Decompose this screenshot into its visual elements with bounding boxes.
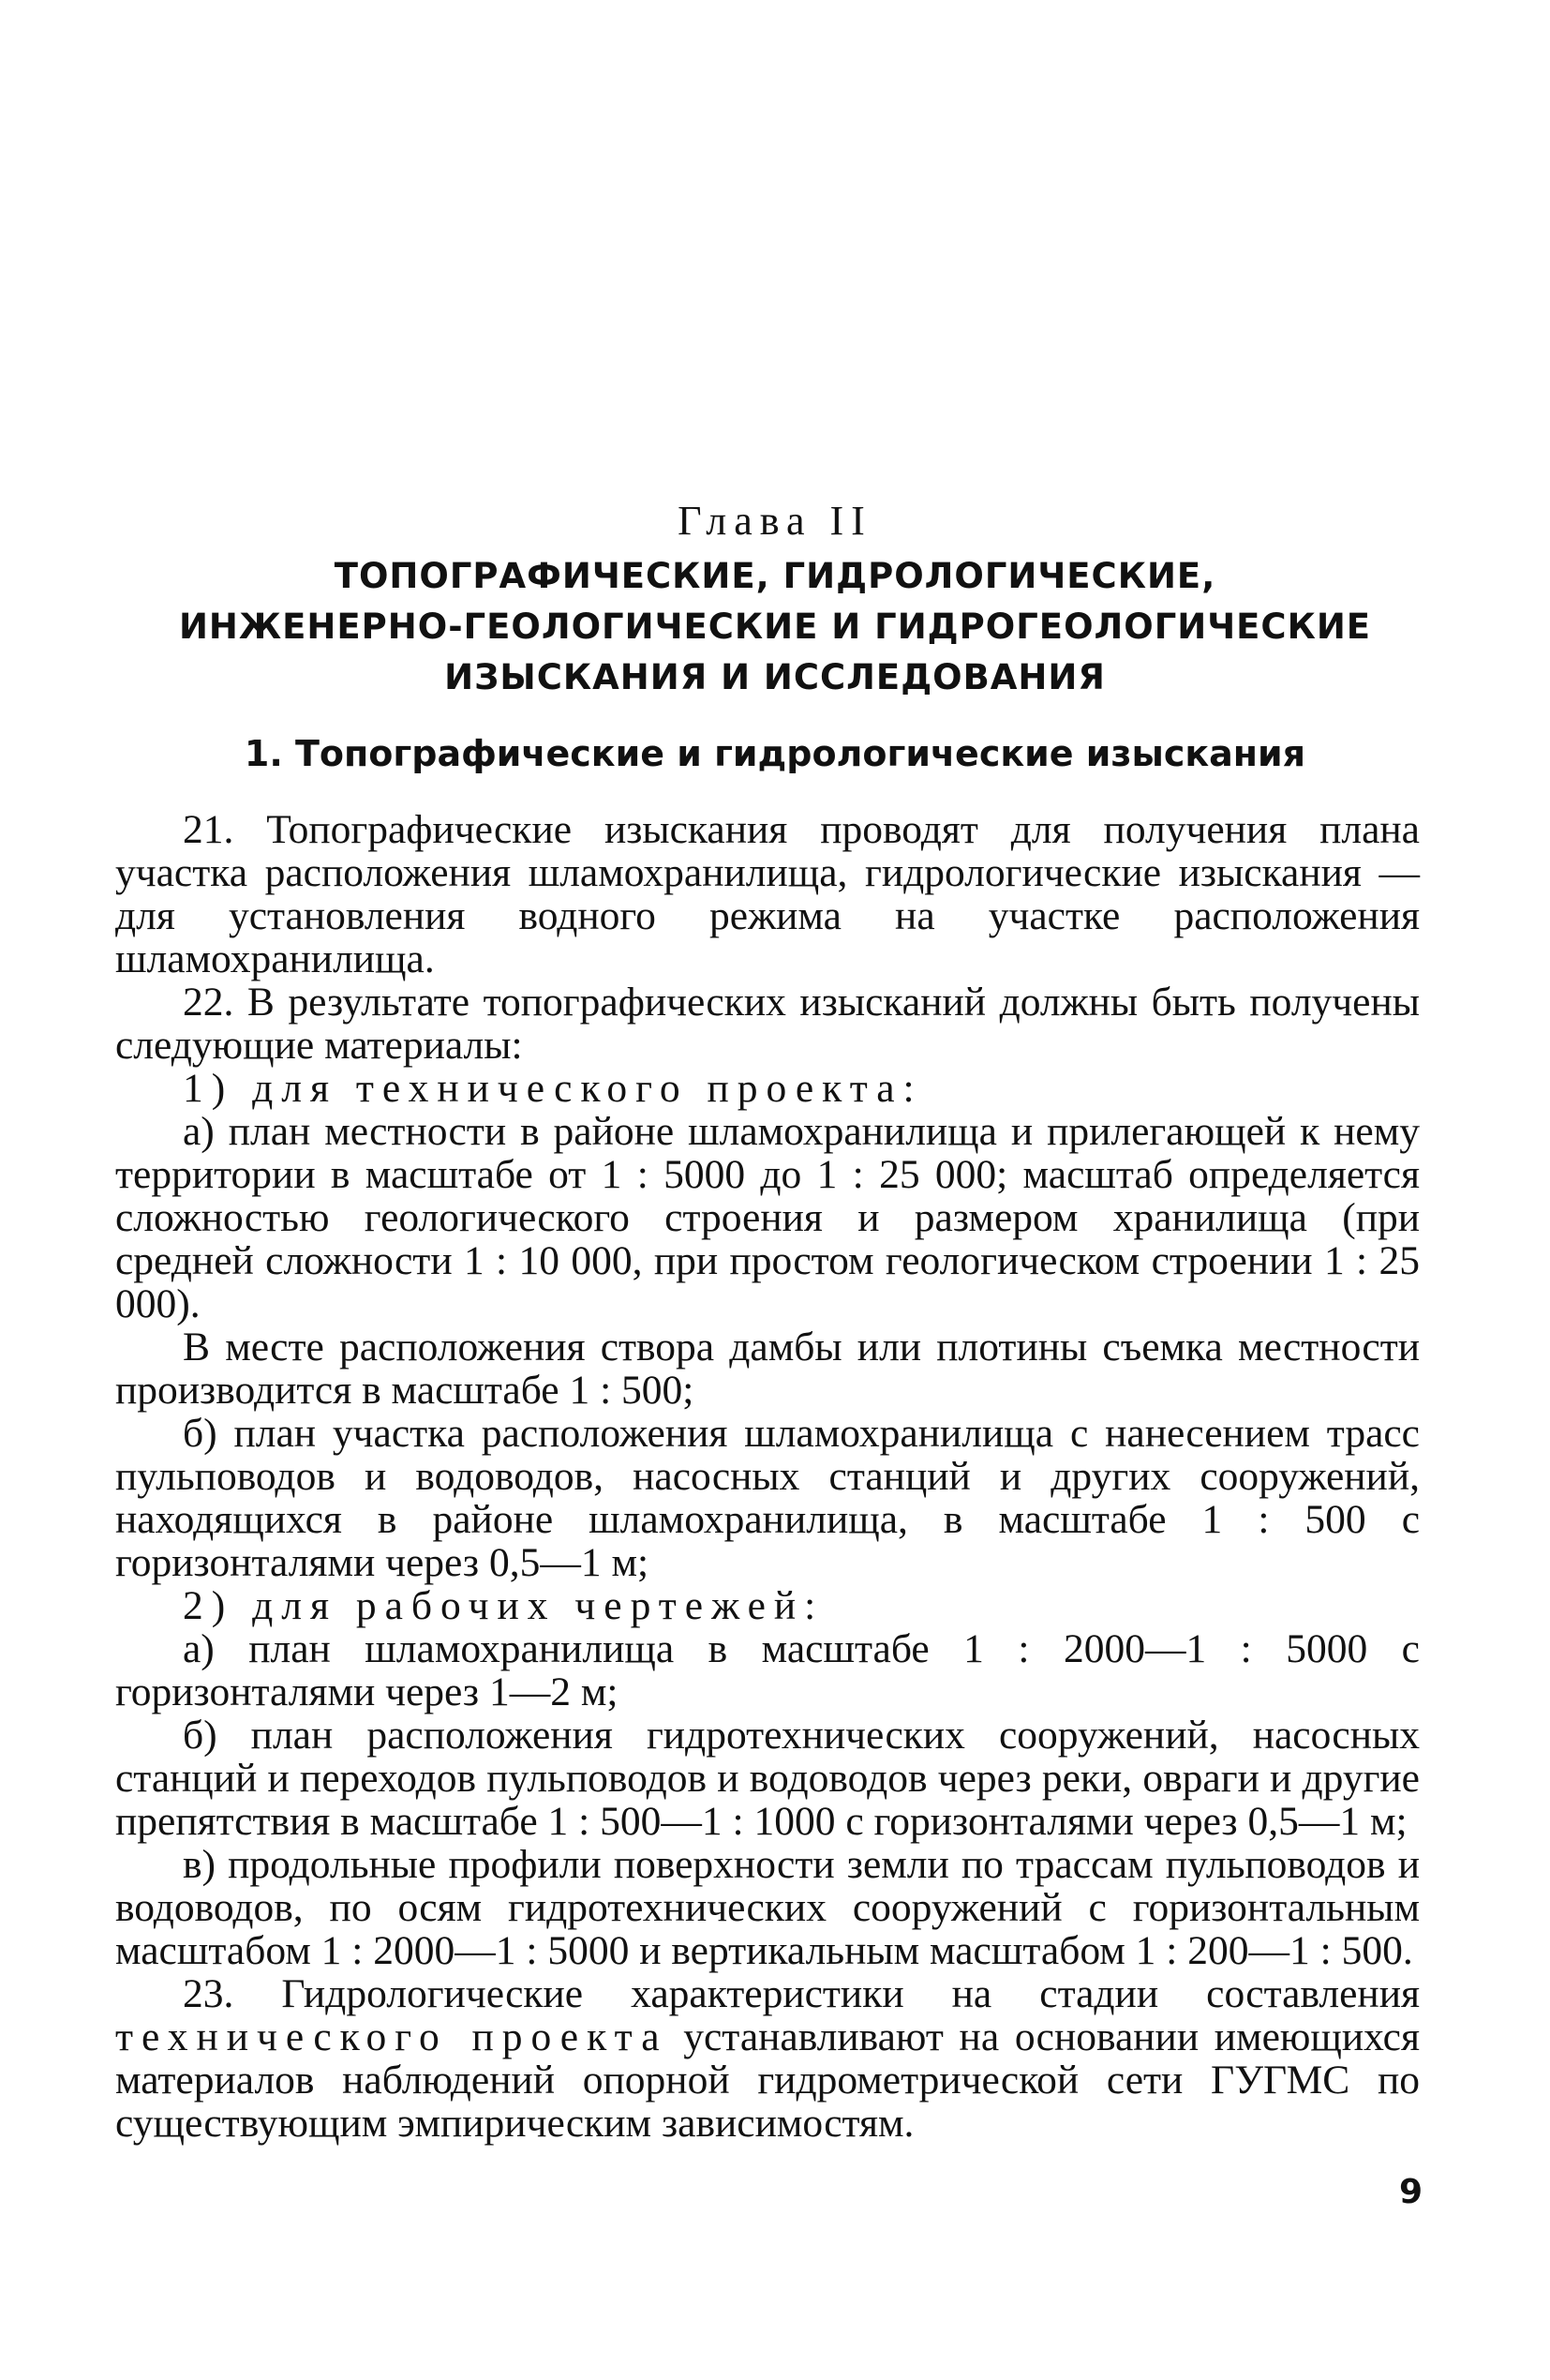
paragraph-22-item-2: 2) для рабочих чертежей: bbox=[183, 1583, 825, 1628]
chapter-title bbox=[141, 551, 1409, 703]
chapter-label: Глава II bbox=[678, 498, 872, 544]
paragraph-23-end: устанавливают на основании имеющихся материалов наблюдений опорной гидрометрической сети ГУГМС по существующим эмпирическим зависимостям. bbox=[115, 2014, 1420, 2146]
paragraph-22-item-1a-note: В месте расположения створа дамбы или плотины съемка местности производится в масштабе 1 : 500; bbox=[115, 1325, 1420, 1413]
chapter-title-line-1: ТОПОГРАФИЧЕСКИЕ, ГИДРОЛОГИЧЕСКИЕ, bbox=[334, 556, 1216, 596]
chapter-title-line-3: ИЗЫСКАНИЯ И ИССЛЕДОВАНИЯ bbox=[444, 657, 1106, 697]
paragraph-22-item-2b: б) план расположения гидротехнических сооружений, насосных станций и переходов пульповодов и водоводов через реки, овраги и другие препятствия в масштабе 1 : 500—1 : 1000 с горизонталями через 0,5—1 м; bbox=[115, 1713, 1420, 1844]
paragraph-23 bbox=[115, 1972, 1420, 2145]
body-text bbox=[115, 808, 1420, 2145]
paragraph-23-start: 23. Гидрологические характеристики на стадии составления bbox=[183, 1971, 1420, 2016]
page-number: 9 bbox=[1398, 2173, 1423, 2211]
paragraph-22-item-1: 1) для технического проекта: bbox=[183, 1066, 923, 1111]
paragraph-21: 21. Топографические изыскания проводят для получения плана участка расположения шламохранилища, гидрологические изыскания — для установления водного режима на участке расположения шламохранилища. bbox=[115, 807, 1420, 981]
paragraph-22: 22. В результате топографических изысканий должны быть получены следующие материалы: bbox=[115, 980, 1420, 1068]
paragraph-22-item-2a: а) план шламохранилища в масштабе 1 : 2000—1 : 5000 с горизонталями через 1—2 м; bbox=[115, 1626, 1420, 1714]
paragraph-23-spaced: технического проекта bbox=[115, 2014, 668, 2059]
paragraph-22-item-2c: в) продольные профили поверхности земли по трассам пульповодов и водоводов, по осям гидротехнических сооружений с горизонтальным масштабом 1 : 2000—1 : 5000 и вертикальным масштабом 1 : 200—1 : 500. bbox=[115, 1842, 1420, 1973]
chapter-title-line-2: ИНЖЕНЕРНО-ГЕОЛОГИЧЕСКИЕ И ГИДРОГЕОЛОГИЧЕСКИЕ bbox=[178, 606, 1372, 647]
section-title: 1. Топографические и гидрологические изыскания bbox=[244, 733, 1306, 774]
paragraph-22-item-1a: а) план местности в районе шламохранилища и прилегающей к нему территории в масштабе от 1 : 5000 до 1 : 25 000; масштаб определяется сложностью геологического строения и размером хранилища (при средней сложности 1 : 10 000, при простом геологическом строении 1 : 25 000). bbox=[115, 1109, 1420, 1326]
paragraph-22-item-1b: б) план участка расположения шламохранилища с нанесением трасс пульповодов и водоводов, насосных станций и других сооружений, находящихся в районе шламохранилища, в масштабе 1 : 500 с горизонталями через 0,5—1 м; bbox=[115, 1411, 1420, 1585]
